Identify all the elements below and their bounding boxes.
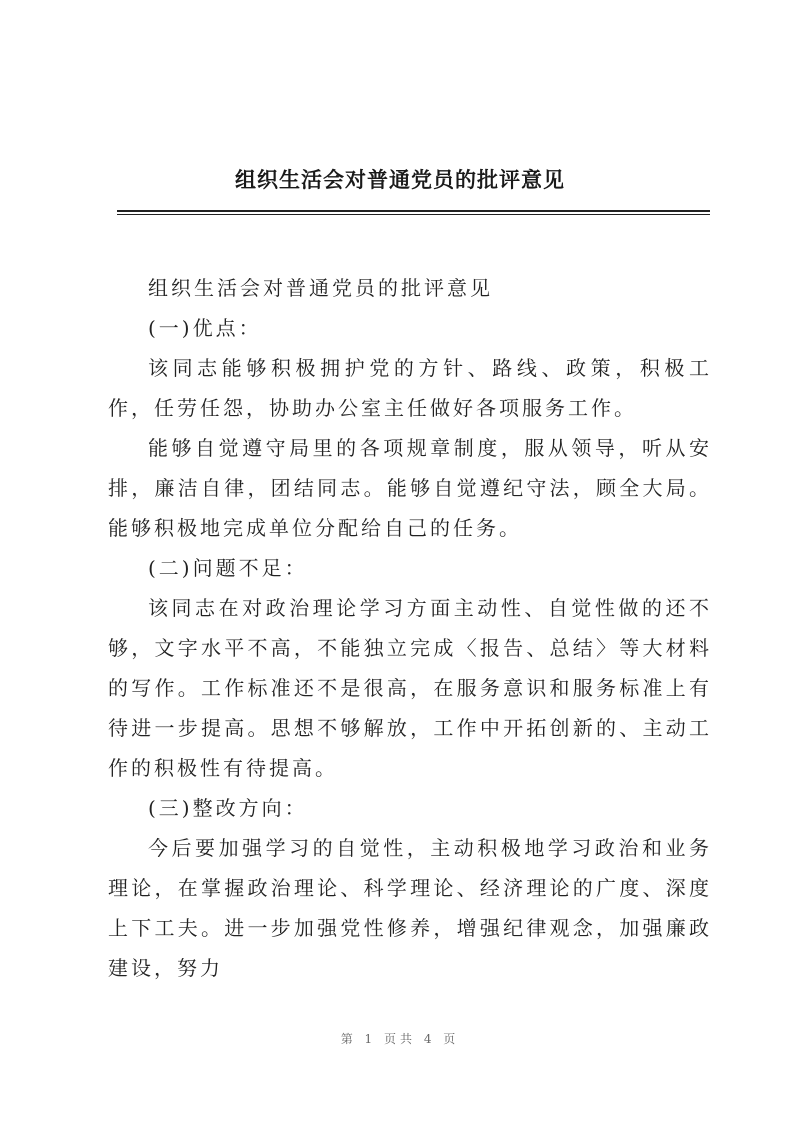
paragraph-section-2-title: (二)问题不足： [148,556,308,580]
page-title: 组织生活会对普通党员的批评意见 [235,167,565,192]
paragraph-section-3-title: (三)整改方向： [148,796,308,820]
paragraph-strengths-2: 能够自觉遵守局里的各项规章制度，服从领导，听从安排，廉洁自律，团结同志。能够自觉遵纪守法，顾全大局。能够积极地完成单位分配给自己的任务。 [108,436,712,540]
document-body [108,268,712,988]
title-divider-thin [117,214,710,215]
paragraph-improvement: 今后要加强学习的自觉性，主动积极地学习政治和业务理论，在掌握政治理论、科学理论、经济理论的广度、深度上下工夫。进一步加强党性修养，增强纪律观念，加强廉政建设，努力 [108,836,712,980]
paragraph-problems: 该同志在对政治理论学习方面主动性、自觉性做的还不够，文字水平不高，不能独立完成〈报告、总结〉等大材料的写作。工作标准还不是很高，在服务意识和服务标准上有待进一步提高。思想不够解放，工作中开拓创新的、主动工作的积极性有待提高。 [108,596,712,780]
paragraph-section-1-title: (一)优点： [148,316,262,340]
paragraph-strengths-1: 该同志能够积极拥护党的方针、路线、政策，积极工作，任劳任怨，协助办公室主任做好各项服务工作。 [108,356,712,420]
page-number-footer: 第 1 页共 4 页 [340,1032,460,1046]
title-divider-thick [117,210,710,212]
paragraph-heading: 组织生活会对普通党员的批评意见 [148,276,493,300]
